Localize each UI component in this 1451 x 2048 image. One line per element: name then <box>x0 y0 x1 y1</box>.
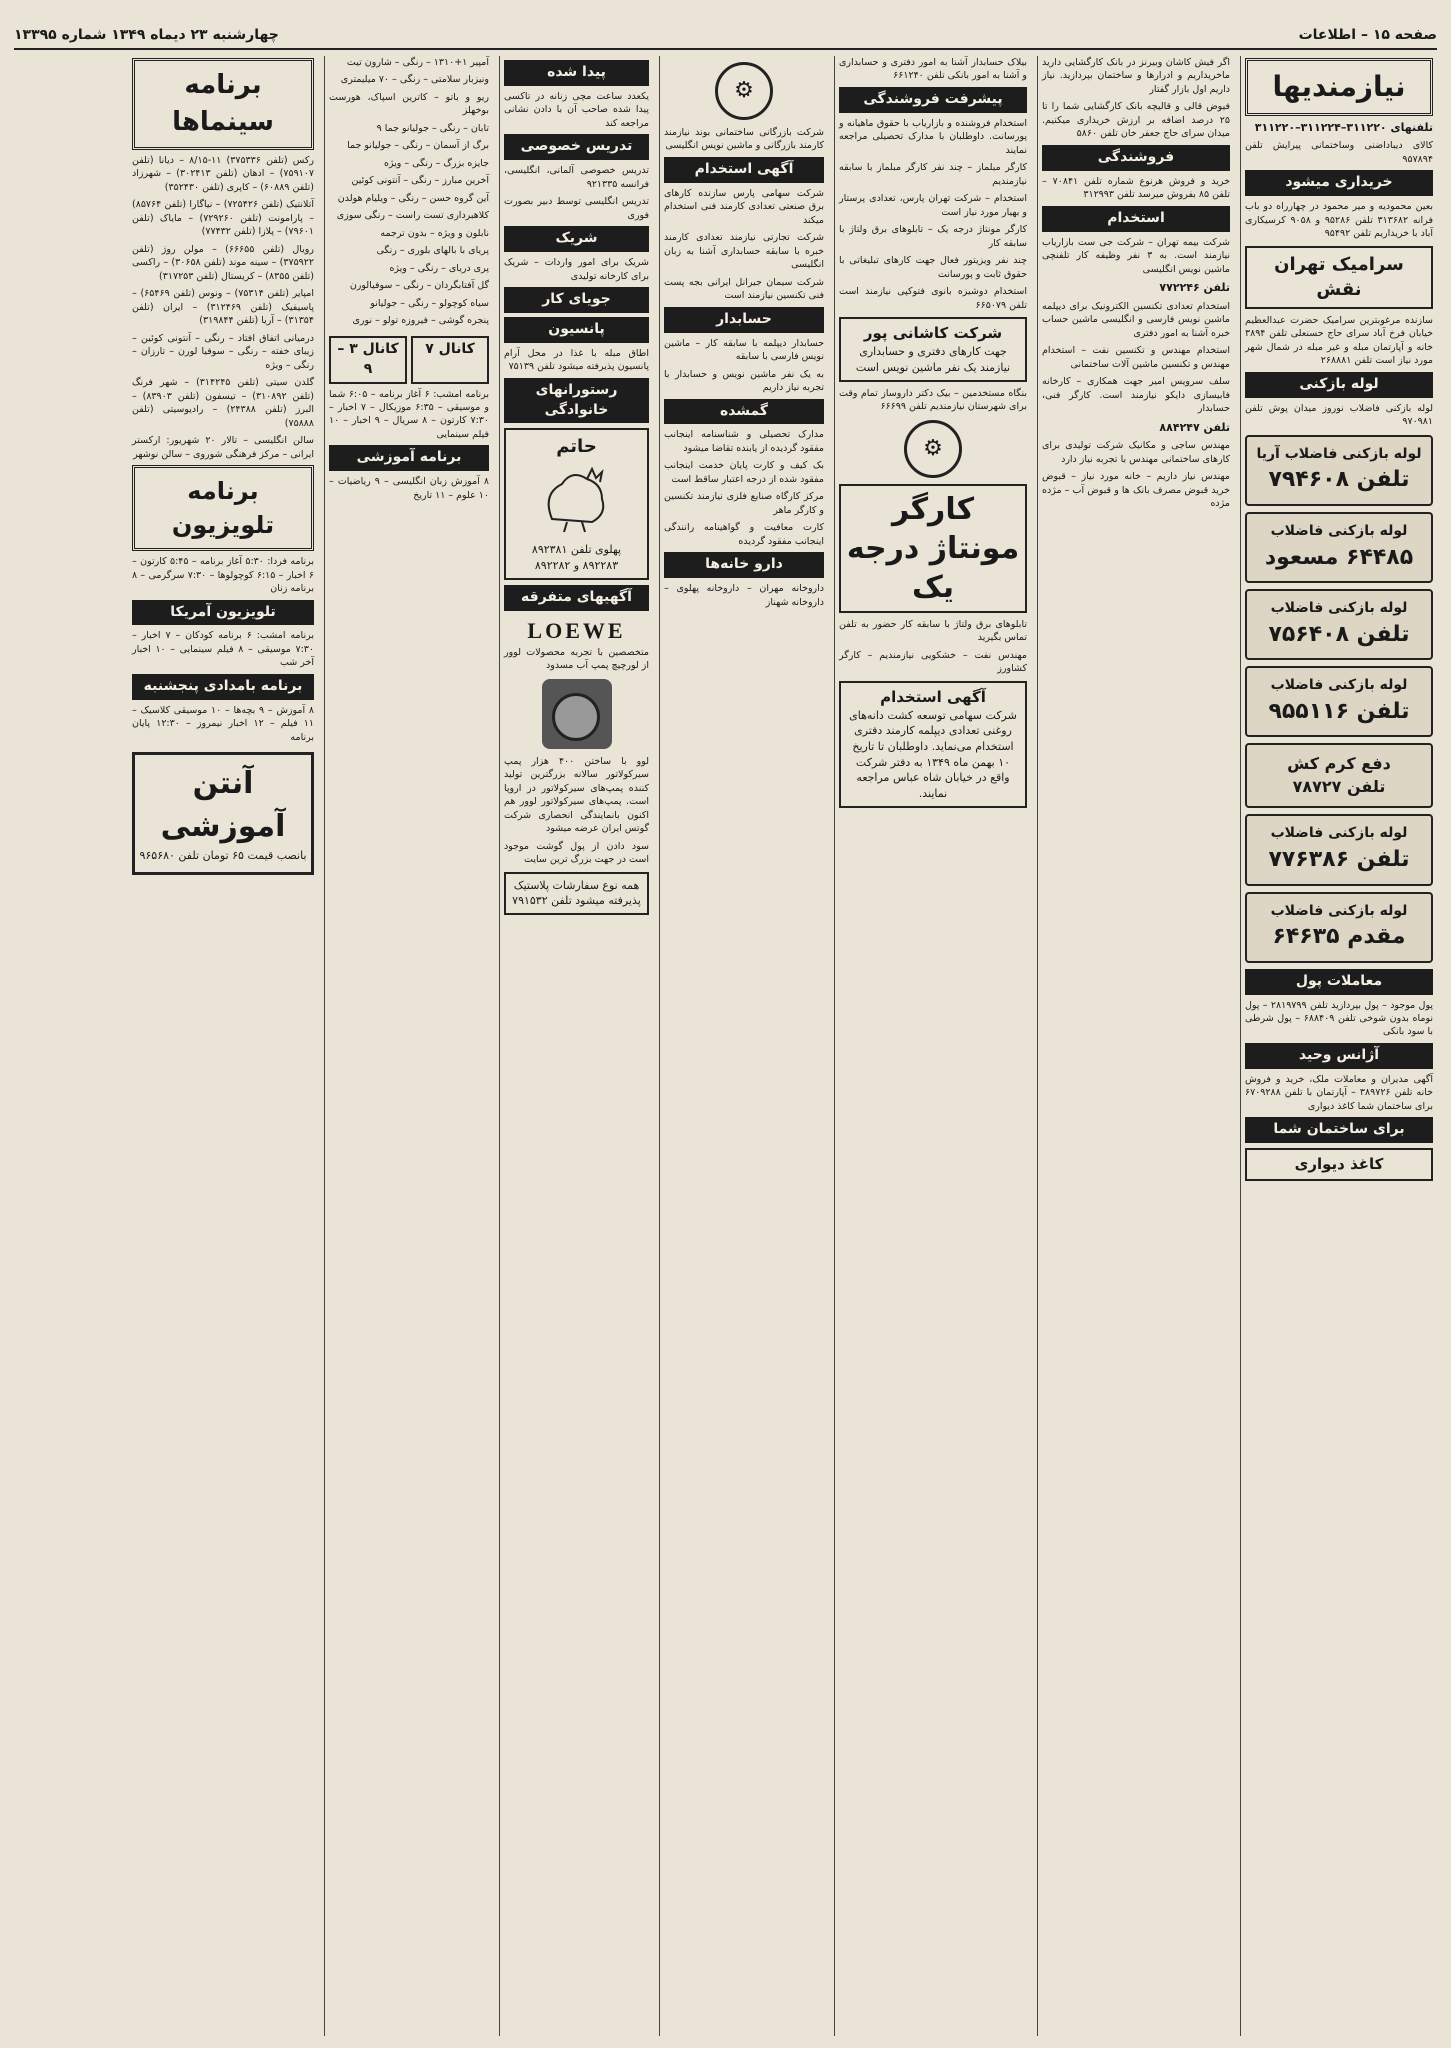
ad-text: داروخانه مهران – داروخانه پهلوی – داروخانه شهناز <box>664 583 824 608</box>
cinema-listing: جایزه بزرگ – رنگی – ویژه <box>383 157 489 169</box>
ad-text: استخدام – شرکت تهران پارس، تعدادی پرستار و بهیار مورد نیاز است <box>839 193 1027 218</box>
ad-text: شرکت سهامی پارس سازنده کارهای برق صنعتی تعدادی کارمند فنی استخدام میکند <box>664 187 824 226</box>
ad-text: کارگر مبلماز – چند نفر کارگر مبلماز با سابقه نیازمندیم <box>839 162 1027 187</box>
pest-control-ad: دفع کرم کش تلفن ۷۸۷۲۷ <box>1245 743 1433 808</box>
ad-text: شرکت بیمه تهران – شرکت جی ست بازاریاب نیازمند است. به ۳ نفر وظیفه کار تلفنچی ماشین نویس انگلیسی <box>1042 236 1230 275</box>
section-title: آگهیهای متفرقه <box>504 585 649 611</box>
column-classifieds-4 <box>659 56 828 2036</box>
cinema-listing: پنجره گوشی – فیروزه تولو – نوری <box>352 315 489 327</box>
company-ad: شرکت کاشانی پور جهت کارهای دفتری و حسابداری نیازمند یک نفر ماشین نویس است <box>839 317 1027 382</box>
rooster-icon <box>532 464 622 534</box>
ceramic-ad: سرامیک تهران نقش <box>1245 246 1433 309</box>
plumbing-ad: لوله بازکنی فاضلاب آریا تلفن ۷۹۴۶۰۸ <box>1245 435 1433 506</box>
cinema-listing: امپایر (تلفن ۷۵۳۱۴) – ونوس (تلفن ۶۵۴۶۹) – پاسیفیک (تلفن ۳۱۲۴۶۹) – ایران (تلفن ۳۱۳۵۴) – آریا (تلفن ۳۱۹۸۴۴) <box>132 288 314 327</box>
cinema-listing: تابان – رنگی – جولیانو جما ۹ <box>376 122 489 134</box>
cinema-program-title: برنامه سینماها <box>132 58 314 150</box>
ad-text: بک کیف و کارت پایان خدمت اینجانب مفقود شده از درجه اعتبار ساقط است <box>664 460 824 485</box>
cinema-listing: سیاه کوچولو – رنگی – جولیانو <box>370 297 489 309</box>
tv-schedule: ۸ آموزش زبان انگلیسی – ۹ ریاضیات – ۱۰ علوم – ۱۱ تاریخ <box>329 476 489 501</box>
plumbing-ad: لوله بازکنی فاضلاب ۶۴۴۸۵ مسعود <box>1245 512 1433 583</box>
restaurant-ad: حاتم پهلوی تلفن ۸۹۲۳۸۱ ۸۹۲۲۸۳ و ۸۹۲۲۸۲ <box>504 428 649 579</box>
ad-text: شریک برای امور واردات – شریک برای کارخانه تولیدی <box>504 257 649 282</box>
column-classifieds-3 <box>834 56 1031 2036</box>
column-classifieds-2 <box>1037 56 1234 2036</box>
cinema-listing: آخرین مبارز – رنگی – آنتونی کوئین <box>351 175 489 187</box>
ad-text: اگر فیش کاشان وبیرنز در بانک کارگشایی دارید ماخریداریم و ادرارها و ساختمان بپردازید. نیاز داریم اول بازار گفتار <box>1042 57 1230 95</box>
channel-7-label: کانال ۷ <box>411 336 489 384</box>
section-title: جویای کار <box>504 287 649 313</box>
section-title: برنامه آموزشی <box>329 445 489 471</box>
educational-antenna-ad: آنتن آموزشی بانصب قیمت ۶۵ تومان تلفن ۹۶۵۶۸۰ <box>132 752 314 875</box>
ad-text: اطاق مبله با غذا در محل آرام پانسیون پذیرفته میشود تلفن ۷۵۱۳۹ <box>504 347 649 373</box>
ad-text: شرکت بازرگانی ساختمانی بوند نیازمند کارمند بازرگانی و ماشین نویس انگلیسی <box>664 127 824 152</box>
plumbing-ad: لوله بازکنی فاضلاب تلفن ۷۵۶۴۰۸ <box>1245 589 1433 660</box>
ad-text: شرکت تجارتی نیازمند تعدادی کارمند خبره با سابقه حسابداری آشنا به زبان انگلیسی <box>664 232 824 271</box>
tv-schedule: برنامه فردا: ۵:۳۰ آغاز برنامه – ۵:۴۵ کارتون – ۶ اخبار – ۶:۱۵ کوچولوها – ۷:۳۰ سرگرمی – ۸ برنامه زنان <box>132 556 315 595</box>
issue-date: چهارشنبه ۲۳ دیماه ۱۳۴۹ شماره ۱۳۳۹۵ <box>14 27 279 43</box>
section-title: تلویزیون آمریکا <box>132 600 314 626</box>
ad-text: مدارک تحصیلی و شناسنامه اینجانب مفقود گردیده از یابنده تقاضا میشود <box>664 429 824 454</box>
section-title: معاملات پول <box>1245 969 1433 995</box>
section-title: فروشندگی <box>1042 145 1230 171</box>
ad-text: حسابدار دیپلمه با سابقه کار – ماشین نویس فارسی با سابقه <box>664 337 824 363</box>
ad-text: لوله بازکنی فاضلاب نوروز میدان پوش تلفن ۹۷۰۹۸۱ <box>1245 402 1433 428</box>
wallpaper-ad: کاغذ دیواری <box>1245 1148 1433 1181</box>
ad-text: سازنده مرغوبترین سرامیک حضرت عبدالعظیم خیابان فرخ آباد سرای حاج حسنعلی تلفن ۳۸۹۴ خانه و آپارتمان مبله و غیر مبله در شمال شهر مورد نیاز است تلفن ۲۶۸۸۸۱ <box>1245 314 1433 367</box>
cinema-listing: درمیانی اتفاق افتاد – رنگی – آنتونی کوئین – زیبای خفته – رنگی – سوفیا لورن – تارزان – رنگی – ویژه <box>132 332 314 371</box>
cinema-listing: کلاهبرداری تست راست – رنگی سوزی <box>336 210 489 222</box>
ad-phone: تلفن ۷۷۲۲۴۶ <box>1159 281 1230 295</box>
ad-text: تابلوهای برق ولتاژ با سابقه کار حضور به تلفن تماس بگیرید <box>839 618 1027 644</box>
assembly-worker-ad: کارگر مونتاژ درجه یک <box>839 484 1027 613</box>
ad-text: کالای دیباداضنی وساختمانی پیرایش تلفن ۹۵۷۸۹۴ <box>1245 140 1433 165</box>
ad-text: سلف سرویس امیر جهت همکاری – کارخانه فابیسازی دایکو نیازمند است. کارگر فنی، حسابدار <box>1042 376 1230 415</box>
column-classifieds-5 <box>499 56 653 2036</box>
tv-program-title: برنامه تلویزیون <box>132 465 314 551</box>
section-title: رستورانهای خانوادگی <box>504 378 649 424</box>
loewe-logo: LOEWE <box>527 617 626 643</box>
section-title: دارو خانه‌ها <box>664 552 824 578</box>
pump-image <box>542 679 612 749</box>
plumbing-ad: لوله بازکنی فاضلاب تلفن ۷۷۶۳۸۶ <box>1245 814 1433 885</box>
section-title: برای ساختمان شما <box>1245 1117 1433 1143</box>
ad-text: استخدام فروشنده و بازاریاب با حقوق ماهیانه و پورسانت. داوطلبان با مدارک تحصیلی مراجعه نمایند <box>839 117 1027 156</box>
ad-text: یکعدد ساعت مچی زنانه در تاکسی پیدا شده صاحب آن با دادن نشانی مراجعه کند <box>504 90 649 129</box>
classifieds-phones: تلفنهای ۳۱۱۲۲۰–۳۱۱۲۲۴–۳۱۱۲۲۰ <box>1254 120 1433 134</box>
ad-text: فیوض قالی و قالیچه بانک کارگشایی شما را تا ۲۵ درصد اضافه بر ارزش خریداری میکنیم. میدان سرای حاج جعفر خان تلفن ۵۸۶۰ <box>1042 101 1230 140</box>
ad-text: تدریس انگلیسی توسط دبیر بصورت فوری <box>504 196 649 221</box>
ad-text: مهندس ساجی و مکانیک شرکت تولیدی برای کارهای ساختمانی مهندس با تجربه نیاز دارد <box>1042 440 1230 465</box>
ad-text: استخدام تعدادی تکنسین الکترونیک برای دیپلمه ماشین نویس فارسی و انگلیسی ماشین حساب خبره آشنا به امور دفتری <box>1042 300 1230 339</box>
ad-text: مهندس نفت – خشکویی نیازمندیم – کارگر کشاورز <box>839 649 1027 675</box>
ad-phone: تلفن ۸۸۴۲۴۷ <box>1159 420 1230 434</box>
ad-text: تدریس خصوصی آلمانی، انگلیسی، فرانسه ۹۲۱۳۳۵ <box>504 165 649 190</box>
company-logo-icon: ⚙ <box>715 62 773 120</box>
cinema-listing: ریو و باتو – کاترین اسپاک، هورست بوخهلز <box>329 91 489 117</box>
ad-text: مهندس نیاز داریم – خانه مورد نیاز – قبوض خرید قبوض مصرف بانک ها و قبوض آب – مژده مژده <box>1042 471 1230 510</box>
section-title: لوله بازکنی <box>1245 372 1433 398</box>
cinema-listing: سالن انگلیسی – تالار ۲۰ شهریور: ارکستر ایرانی – مرکز فرهنگی شوروی – سالن نوشهر <box>132 435 314 460</box>
section-title: پیشرفت فروشندگی <box>839 87 1027 113</box>
ad-text: پول موجود – پول بپردازید تلفن ۲۸۱۹۷۹۹ – پول نوماه بدون شوخی تلفن ۶۸۸۴۰۹ – پول شرطی با سود بانکی <box>1245 999 1433 1038</box>
tv-schedule: برنامه امشب: ۶ آغاز برنامه – ۶:۰۵ شما و موسیقی – ۶:۳۵ موزیکال – ۷ اخبار – ۷:۳۰ کارتون – ۸ سریال – ۹ اخبار – ۱۰ فیلم سینمایی <box>329 388 489 440</box>
section-title: گمشده <box>664 399 824 425</box>
section-title: شریک <box>504 226 649 252</box>
cinema-listing: پری دریای – رنگی – ویژه <box>389 262 489 274</box>
page-number: صفحه ۱۵ – اطلاعات <box>1298 27 1437 43</box>
ad-text: به یک نفر ماشین نویس و حسابدار با تجربه نیاز داریم <box>664 368 824 394</box>
tv-schedule: برنامه امشب: ۶ برنامه کودکان – ۷ اخبار – ۷:۳۰ موسیقی – ۸ فیلم سینمایی – ۱۰ اخبار آخر شب <box>132 630 314 669</box>
tv-channels <box>329 332 489 388</box>
cinema-listing: گل آفتابگردان – رنگی – سوفیالورن <box>349 280 489 292</box>
section-title: حسابدار <box>664 307 824 333</box>
section-title: تدریس خصوصی <box>504 134 649 160</box>
newspaper-columns <box>14 56 1437 2036</box>
page-header <box>14 22 1437 50</box>
plumbing-ad: لوله بازکنی فاضلاب تلفن ۹۵۵۱۱۶ <box>1245 666 1433 737</box>
ad-text: استخدام مهندس و تکنسین نفت – استخدام مهندس و تکنسین ماشین آلات ساختمانی <box>1042 345 1230 370</box>
cinema-listing: برگ از آسمان – رنگی – جولیانو جما <box>347 140 489 152</box>
ad-text: بعین محمودیه و میر محمود در چهارراه دو باب فرانه ۳۱۳۶۸۲ تلفن ۹۵۲۸۶ و ۹۰۵۸ کرسیکاری آباد با خریداریم تلفن ۹۵۴۹۲ <box>1245 201 1433 240</box>
cinema-listing: ونیزبار سلامتی – رنگی – ۷۰ میلیمتری <box>340 74 489 86</box>
gear-logo-icon: ⚙ <box>904 420 962 478</box>
cinema-listing: نابلون و ویژه – بدون ترجمه <box>380 227 489 239</box>
ad-text: خرید و فروش هرنوع شماره تلفن ۷۰۸۴۱ – تلفن ۸۵ بفروش میرسد تلفن ۳۱۲۹۹۳ <box>1042 175 1230 201</box>
classifieds-title: نیازمندیها <box>1245 58 1433 116</box>
cinema-listing: آمپیر ۱+۱۳۱۰ – رنگی – شارون تیت <box>346 57 489 68</box>
column-cinema-2 <box>128 56 318 2036</box>
ad-text: کارت معافیت و گواهینامه رانندگی اینجانب مفقود گردیده <box>664 522 824 547</box>
ad-text: بیلاک حسابدار آشنا به امور دفتری و حسابداری و آشنا به امور بانکی تلفن ۶۶۱۲۴۰ <box>839 57 1027 82</box>
section-title: استخدام <box>1042 206 1230 232</box>
hiring-ad: آگهی استخدام شرکت سهامی توسعه کشت دانه‌های روغنی تعدادی دیپلمه کارمند دفتری استخدام می‌نماید. داوطلبان تا تاریخ ۱۰ بهمن ماه ۱۳۴۹ به دفتر شرکت واقع در خیابان شاه عباس مراجعه نمایند. <box>839 681 1027 808</box>
cinema-listing: آین گروه حسن – رنگی – ویلیام هولدن <box>337 192 489 204</box>
section-title: پانسیون <box>504 317 649 343</box>
cinema-listing: رکس (تلفن ۳۷۵۳۳۶) ۱۱-۸/۱۵ – دیانا (تلفن ۷۵۹۱۰۷) – ادهان (تلفن ۳۰۲۴۱۳) – شهرزاد (تلفن ۶۰۸۸۹) – کاپری (تلفن ۳۵۲۴۳۰) <box>132 154 315 193</box>
channel-3-label: کانال ۳ – ۹ <box>329 336 407 384</box>
ad-text: لوو با ساختن ۴۰۰ هزار پمپ سیرکولاتور سالانه بزرگترین تولید کننده پمپ‌های سیرکولاتور در اروپا است. پمپ‌های سیرکولاتور لوور هم اکنون بانمایندگی انحصاری شرکت گوتس ایران عرضه میشود <box>504 755 649 835</box>
ad-text: آگهی مدیران و معاملات ملک، خرید و فروش خانه تلفن ۳۸۹۷۲۶ – آپارتمان با تلفن ۶۷۰۹۲۸۸ برای ساختمان شما کاغذ دیواری <box>1245 1073 1433 1112</box>
cinema-listing: رویال (تلفن ۶۶۶۵۵) – مولن روژ (تلفن ۳۷۵۹۲۲) – سینه موند (تلفن ۳۰۶۵۸) – راکسی (تلفن ۸۳۵۵) – کریستال (تلفن ۳۱۷۲۵۳) <box>132 243 314 282</box>
section-title: برنامه بامدادی پنجشنبه <box>132 674 314 700</box>
ad-text: سود دادن از پول گوشت موجود است در جهت بزرگ ترین سایت <box>504 840 649 866</box>
ad-text: چند نفر ویزیتور فعال جهت کارهای تبلیغاتی با حقوق ثابت و پورسانت <box>839 255 1027 280</box>
section-title: آگهی استخدام <box>664 157 824 183</box>
section-title: آژانس وحید <box>1245 1043 1433 1069</box>
plumbing-ad: لوله بازکنی فاضلاب مقدم ۶۴۶۳۵ <box>1245 892 1433 963</box>
section-title: پیدا شده <box>504 60 649 86</box>
ad-text: متخصصین با تجربه محصولات لوور از لورچیچ پمپ آب مسدود <box>504 646 649 672</box>
ad-text: کارگر مونتاژ درجه یک – تابلوهای برق ولتاژ با سابقه کار <box>839 224 1027 249</box>
cinema-listing: گلدن سیتی (تلفن ۳۱۴۲۴۵) – شهر فرنگ (تلفن ۳۱۰۸۹۲) – تیسفون (تلفن ۸۳۹۰۳) – البرز (تلفن ۲۴۳۸۸) – رادیوسیتی (تلفن ۷۵۸۸۸) <box>132 377 314 429</box>
cinema-listing: آتلانتیک (تلفن ۷۲۵۴۲۶) – نیاگارا (تلفن ۸۵۷۶۴) – پارامونت (تلفن ۷۲۹۲۶۰) – مایاک (تلفن ۷۹۶۰۱) – پلازا (تلفن ۷۷۴۳۲) <box>132 199 315 238</box>
cinema-listing: پریای با بالهای بلوری – رنگی <box>376 245 489 257</box>
ad-text: استخدام دوشیزه بانوی فتوکپی نیازمند است تلفن ۶۶۵۰۷۹ <box>839 286 1027 311</box>
ad-text: بنگاه مستخدمین – بیک دکتر داروساز تمام وقت برای شهرستان نیازمندیم تلفن ۶۶۶۹۹ <box>839 387 1027 413</box>
column-cinema-1 <box>324 56 493 2036</box>
section-title: خریداری میشود <box>1245 170 1433 196</box>
plastic-ad: همه نوع سفارشات پلاستیک پذیرفته میشود تلفن ۷۹۱۵۳۲ <box>504 872 649 915</box>
ad-text: شرکت سیمان جیرانل ایرانی بجه پست فنی تکنسین نیازمند است <box>664 276 824 302</box>
column-classifieds-1 <box>1240 56 1437 2036</box>
tv-schedule: ۸ آموزش – ۹ بچه‌ها – ۱۰ موسیقی کلاسیک – ۱۱ فیلم – ۱۲ اخبار نیمروز – ۱۲:۳۰ پایان برنامه <box>132 704 314 743</box>
ad-text: مرکز کارگاه صنایع فلزی نیازمند تکنسین و کارگر ماهر <box>664 491 824 516</box>
